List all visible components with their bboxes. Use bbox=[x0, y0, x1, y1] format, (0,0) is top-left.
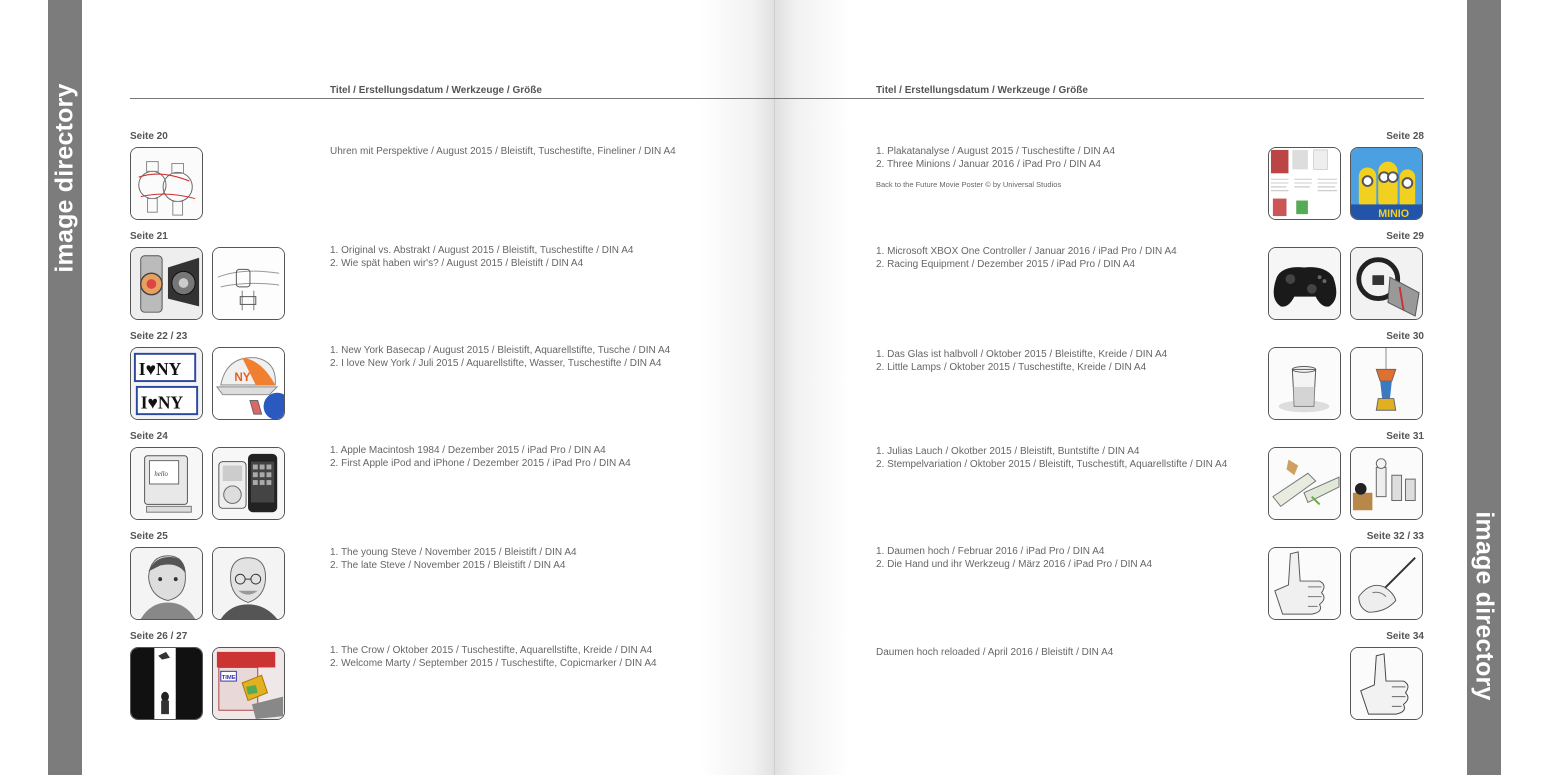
book-spine-line bbox=[774, 0, 775, 775]
page-number: Seite 31 bbox=[1386, 431, 1424, 442]
page-number: Seite 32 / 33 bbox=[1366, 531, 1424, 542]
description-line: 2. The late Steve / November 2015 / Bleistift / DIN A4 bbox=[330, 559, 566, 571]
thumbnail-minions[interactable] bbox=[1350, 147, 1423, 220]
thumbnail-ny-basecap[interactable] bbox=[212, 347, 285, 420]
thumbnail-thumbs-up[interactable] bbox=[1268, 547, 1341, 620]
thumbnail-ipod-iphone[interactable] bbox=[212, 447, 285, 520]
marty-time-text: TIME bbox=[221, 675, 236, 682]
thumbnail-thumbs-up-reloaded[interactable] bbox=[1350, 647, 1423, 720]
description-line: 2. Little Lamps / Oktober 2015 / Tuschestifte, Kreide / DIN A4 bbox=[876, 361, 1147, 373]
left-header-rule bbox=[130, 98, 775, 99]
description-line: 1. Plakatanalyse / August 2015 / Tuschestifte / DIN A4 bbox=[876, 146, 1116, 157]
left-tab-label: image directory bbox=[50, 83, 79, 273]
description-line: 2. Welcome Marty / September 2015 / Tuschestifte, Copicmarker / DIN A4 bbox=[330, 657, 657, 669]
right-tab-label: image directory bbox=[1470, 511, 1499, 701]
thumbnail-watch-abstract[interactable] bbox=[130, 247, 203, 320]
thumbnail-leek[interactable] bbox=[1268, 447, 1341, 520]
thumbnail-hand-pen[interactable] bbox=[1350, 547, 1423, 620]
row-description bbox=[330, 445, 631, 470]
description-line: 1. The Crow / Oktober 2015 / Tuschestifte, Aquarellstifte, Kreide / DIN A4 bbox=[330, 645, 653, 656]
description-line: 1. Julias Lauch / Okotber 2015 / Bleistift, Buntstifte / DIN A4 bbox=[876, 446, 1140, 457]
page-number: Seite 25 bbox=[130, 531, 168, 542]
description-line: 1. Original vs. Abstrakt / August 2015 / Bleistift, Tuschestifte / DIN A4 bbox=[330, 245, 634, 256]
thumbnail-i-love-ny-plates[interactable] bbox=[130, 347, 203, 420]
description-line: 2. Racing Equipment / Dezember 2015 / iPad Pro / DIN A4 bbox=[876, 258, 1136, 270]
description-line: 1. Das Glas ist halbvoll / Oktober 2015 / Bleistifte, Kreide / DIN A4 bbox=[876, 349, 1168, 360]
thumbnail-watches-sketch[interactable] bbox=[130, 147, 203, 220]
description-line: 2. I love New York / Juli 2015 / Aquarellstifte, Wasser, Tuschestifte / DIN A4 bbox=[330, 357, 662, 369]
thumbnail-glass[interactable] bbox=[1268, 347, 1341, 420]
description-line: 2. Stempelvariation / Oktober 2015 / Bleistift, Tuschestift, Aquarellstifte / DIN A4 bbox=[876, 458, 1228, 470]
row-description bbox=[330, 645, 657, 670]
description-line: 2. Die Hand und ihr Werkzeug / März 2016 / iPad Pro / DIN A4 bbox=[876, 558, 1153, 570]
description-line: 1. Microsoft XBOX One Controller / Januar 2016 / iPad Pro / DIN A4 bbox=[876, 246, 1177, 257]
row-description bbox=[876, 446, 1227, 471]
left-column-header: Titel / Erstellungsdatum / Werkzeuge / Größe bbox=[330, 85, 542, 96]
thumbnail-little-lamps[interactable] bbox=[1350, 347, 1423, 420]
description-line: Uhren mit Perspektive / August 2015 / Bleistift, Tuschestifte, Fineliner / DIN A4 bbox=[330, 146, 676, 157]
minions-logo-text: MINIO bbox=[1378, 208, 1410, 219]
book-gutter-shadow bbox=[700, 0, 850, 775]
row-description bbox=[876, 546, 1152, 571]
description-line: 1. Apple Macintosh 1984 / Dezember 2015 / iPad Pro / DIN A4 bbox=[330, 445, 606, 456]
right-header-rule bbox=[775, 98, 1424, 99]
row-description bbox=[876, 349, 1167, 374]
page-number: Seite 30 bbox=[1386, 331, 1424, 342]
description-line: Daumen hoch reloaded / April 2016 / Bleistift / DIN A4 bbox=[876, 647, 1114, 658]
page-number: Seite 22 / 23 bbox=[130, 331, 188, 342]
page-number: Seite 26 / 27 bbox=[130, 631, 188, 642]
thumbnail-poster-analysis[interactable] bbox=[1268, 147, 1341, 220]
page-number: Seite 29 bbox=[1386, 231, 1424, 242]
ny-plate-text-2: I♥NY bbox=[140, 392, 184, 413]
thumbnail-xbox-controller[interactable] bbox=[1268, 247, 1341, 320]
row-description bbox=[876, 647, 1113, 660]
description-line: 2. Three Minions / Januar 2016 / iPad Pro / DIN A4 bbox=[876, 158, 1101, 170]
thumbnail-stamps[interactable] bbox=[1350, 447, 1423, 520]
page-number: Seite 21 bbox=[130, 231, 168, 242]
description-line: 2. Wie spät haben wir's? / August 2015 / Bleistift / DIN A4 bbox=[330, 257, 584, 269]
svg-text:NY: NY bbox=[234, 371, 251, 385]
copyright-credit: Back to the Future Movie Poster © by Universal Studios bbox=[876, 180, 1062, 189]
thumbnail-macintosh[interactable] bbox=[130, 447, 203, 520]
thumbnail-wrist-watch[interactable] bbox=[212, 247, 285, 320]
row-description bbox=[330, 146, 676, 159]
thumbnail-the-crow[interactable] bbox=[130, 647, 203, 720]
right-column-header: Titel / Erstellungsdatum / Werkzeuge / Größe bbox=[876, 85, 1088, 96]
thumbnail-young-steve[interactable] bbox=[130, 547, 203, 620]
row-description bbox=[330, 345, 670, 370]
page-number: Seite 34 bbox=[1386, 631, 1424, 642]
row-description bbox=[330, 245, 633, 270]
page-number: Seite 28 bbox=[1386, 131, 1424, 142]
description-line: 1. Daumen hoch / Februar 2016 / iPad Pro / DIN A4 bbox=[876, 546, 1105, 557]
mac-screen-text: hello bbox=[154, 471, 168, 479]
thumbnail-late-steve[interactable] bbox=[212, 547, 285, 620]
thumbnail-racing-wheel[interactable] bbox=[1350, 247, 1423, 320]
page-number: Seite 24 bbox=[130, 431, 168, 442]
thumbnail-welcome-marty[interactable] bbox=[212, 647, 285, 720]
description-line: 2. First Apple iPod and iPhone / Dezember 2015 / iPad Pro / DIN A4 bbox=[330, 457, 631, 469]
row-description bbox=[876, 146, 1115, 192]
description-line: 1. New York Basecap / August 2015 / Bleistift, Aquarellstifte, Tusche / DIN A4 bbox=[330, 345, 671, 356]
description-line: 1. The young Steve / November 2015 / Bleistift / DIN A4 bbox=[330, 547, 577, 558]
row-description bbox=[330, 547, 577, 572]
page-number: Seite 20 bbox=[130, 131, 168, 142]
ny-plate-text: I♥NY bbox=[138, 359, 182, 380]
row-description bbox=[876, 246, 1177, 271]
